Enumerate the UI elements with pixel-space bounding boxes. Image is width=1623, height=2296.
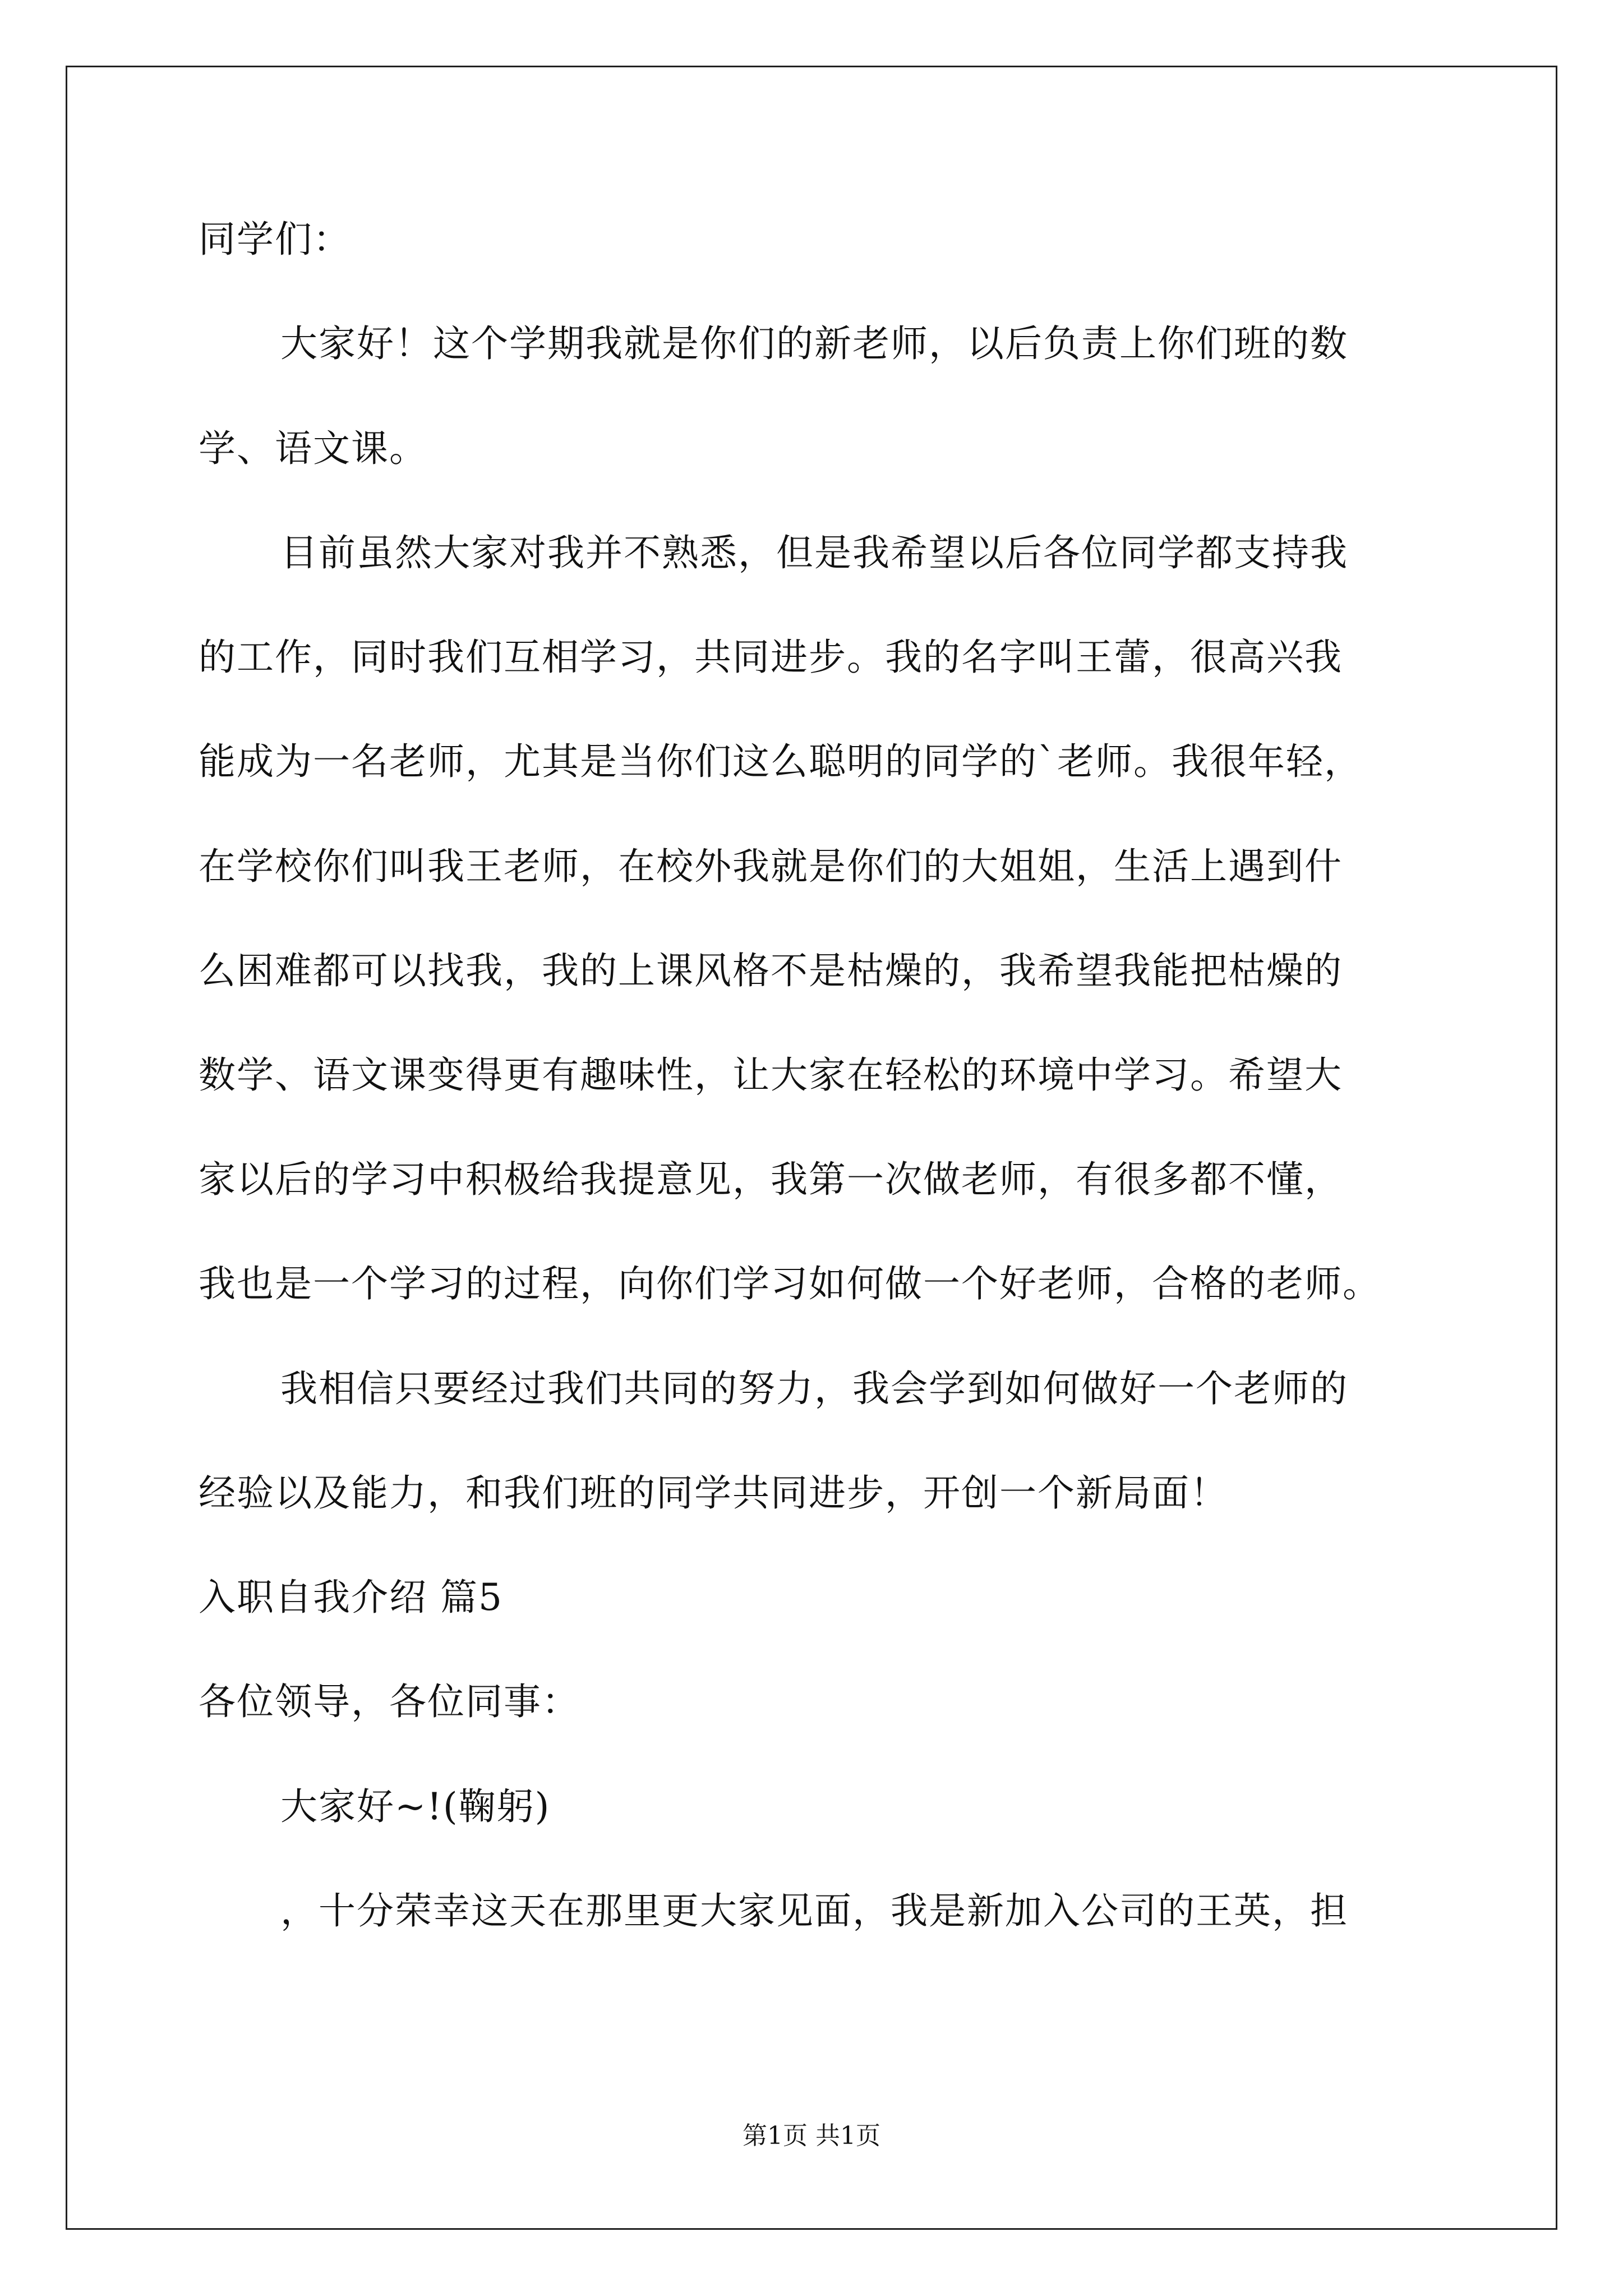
paragraph-line: 目前虽然大家对我并不熟悉，但是我希望以后各位同学都支持我 (280, 531, 1348, 574)
paragraph-line: 学、语文课。 (199, 427, 427, 470)
paragraph-line: 我也是一个学习的过程，向你们学习如何做一个好老师，合格的老师。 (199, 1262, 1381, 1305)
paragraph-line: ，十分荣幸这天在那里更大家见面，我是新加入公司的王英，担 (280, 1889, 1348, 1932)
section-heading: 入职自我介绍 篇5 (199, 1576, 503, 1619)
paragraph-line: 么困难都可以找我，我的上课风格不是枯燥的，我希望我能把枯燥的 (199, 949, 1343, 992)
paragraph-line: 我相信只要经过我们共同的努力，我会学到如何做好一个老师的 (280, 1367, 1348, 1410)
paragraph-line: 能成为一名老师，尤其是当你们这么聪明的同学的`老师。我很年轻， (199, 740, 1362, 783)
paragraph-line: 家以后的学习中积极给我提意见，我第一次做老师，有很多都不懂， (199, 1158, 1343, 1201)
paragraph-line: 经验以及能力，和我们班的同学共同进步，开创一个新局面！ (199, 1471, 1228, 1515)
salutation-text: 同学们： (199, 218, 351, 261)
paragraph-line: 数学、语文课变得更有趣味性，让大家在轻松的环境中学习。希望大 (199, 1053, 1343, 1097)
paragraph-line: 的工作，同时我们互相学习，共同进步。我的名字叫王蕾，很高兴我 (199, 636, 1343, 679)
paragraph-line: 大家好~!(鞠躬) (280, 1785, 551, 1828)
page-number-footer: 第1页 共1页 (743, 2122, 880, 2150)
salutation-text: 各位领导，各位同事： (199, 1680, 580, 1723)
paragraph-line: 大家好！这个学期我就是你们的新老师，以后负责上你们班的数 (280, 322, 1348, 365)
paragraph-line: 在学校你们叫我王老师，在校外我就是你们的大姐姐，生活上遇到什 (199, 845, 1343, 888)
